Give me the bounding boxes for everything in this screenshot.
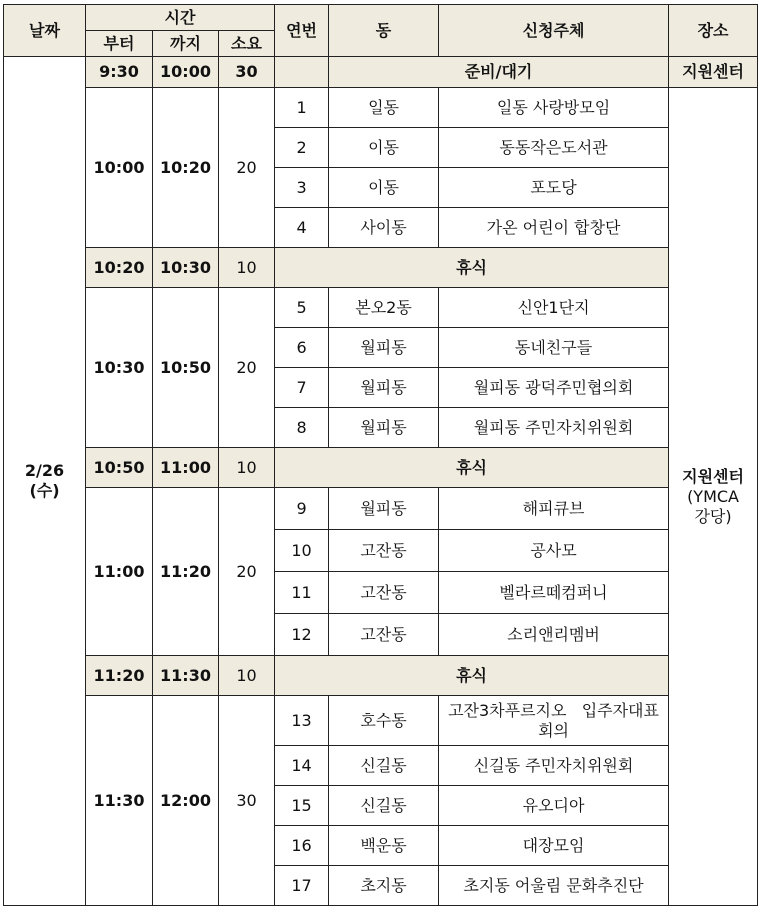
row-dong: 사이동 [329, 208, 439, 248]
prep-seq [275, 57, 329, 88]
row-dong: 월피동 [329, 408, 439, 448]
row-dong: 초지동 [329, 866, 439, 906]
row-applicant: 동네친구들 [439, 328, 669, 368]
row-dong: 이동 [329, 168, 439, 208]
row-dong: 신길동 [329, 746, 439, 786]
row-applicant: 신길동 주민자치위원회 [439, 746, 669, 786]
group-to: 12:00 [153, 696, 219, 906]
group-to: 11:20 [153, 488, 219, 656]
header-from: 부터 [86, 31, 153, 57]
row-applicant: 가온 어린이 합창단 [439, 208, 669, 248]
break-label: 휴식 [275, 656, 669, 696]
header-applicant: 신청주체 [439, 5, 669, 57]
place-cell [669, 88, 758, 906]
header-duration: 소요 [219, 31, 275, 57]
row-applicant: 월피동 광덕주민협의회 [439, 368, 669, 408]
row-seq: 12 [275, 614, 329, 656]
break-label: 휴식 [275, 248, 669, 288]
row-seq: 16 [275, 826, 329, 866]
row-seq: 17 [275, 866, 329, 906]
break-to: 11:00 [153, 448, 219, 488]
place-sub2: 강당) [694, 506, 732, 526]
row-dong: 고잔동 [329, 614, 439, 656]
row-dong: 고잔동 [329, 572, 439, 614]
row-applicant: 유오디아 [439, 786, 669, 826]
row-seq: 4 [275, 208, 329, 248]
prep-to: 10:00 [153, 57, 219, 88]
break-to: 11:30 [153, 656, 219, 696]
row-seq: 15 [275, 786, 329, 826]
row-seq: 14 [275, 746, 329, 786]
row-seq: 8 [275, 408, 329, 448]
row-seq: 10 [275, 530, 329, 572]
row-applicant: 해피큐브 [439, 488, 669, 530]
header-date: 날짜 [4, 5, 86, 57]
prep-from: 9:30 [86, 57, 153, 88]
row-applicant: 포도당 [439, 168, 669, 208]
group-duration: 20 [219, 88, 275, 248]
row-dong: 월피동 [329, 368, 439, 408]
date-weekday: (수) [29, 481, 60, 500]
group-duration: 30 [219, 696, 275, 906]
header-seq: 연번 [275, 5, 329, 57]
row-applicant: 대장모임 [439, 826, 669, 866]
row-applicant: 초지동 어울림 문화추진단 [439, 866, 669, 906]
row-dong: 신길동 [329, 786, 439, 826]
row-applicant: 공사모 [439, 530, 669, 572]
row-seq: 1 [275, 88, 329, 128]
row-seq: 3 [275, 168, 329, 208]
row-dong: 백운동 [329, 826, 439, 866]
prep-place: 지원센터 [669, 57, 758, 88]
row-dong: 월피동 [329, 488, 439, 530]
row-seq: 2 [275, 128, 329, 168]
break-duration: 10 [219, 656, 275, 696]
place-main: 지원센터 [682, 466, 744, 486]
row-dong: 월피동 [329, 328, 439, 368]
row-seq: 6 [275, 328, 329, 368]
header-to: 까지 [153, 31, 219, 57]
group-from: 11:00 [86, 488, 153, 656]
break-to: 10:30 [153, 248, 219, 288]
date-cell [4, 57, 86, 906]
group-to: 10:20 [153, 88, 219, 248]
group-from: 10:30 [86, 288, 153, 448]
row-dong: 호수동 [329, 696, 439, 746]
break-duration: 10 [219, 248, 275, 288]
row-applicant: 일동 사랑방모임 [439, 88, 669, 128]
schedule-table [3, 4, 758, 906]
group-from: 10:00 [86, 88, 153, 248]
row-seq: 7 [275, 368, 329, 408]
group-duration: 20 [219, 288, 275, 448]
row-applicant: 동동작은도서관 [439, 128, 669, 168]
row-seq: 11 [275, 572, 329, 614]
row-applicant: 벨라르떼컴퍼니 [439, 572, 669, 614]
header-time: 시간 [86, 5, 275, 31]
prep-label: 준비/대기 [329, 57, 669, 88]
header-place: 장소 [669, 5, 758, 57]
row-dong: 본오2동 [329, 288, 439, 328]
break-from: 10:20 [86, 248, 153, 288]
group-from: 11:30 [86, 696, 153, 906]
prep-duration: 30 [219, 57, 275, 88]
row-dong: 고잔동 [329, 530, 439, 572]
break-from: 10:50 [86, 448, 153, 488]
break-label: 휴식 [275, 448, 669, 488]
row-applicant: 소리앤리멤버 [439, 614, 669, 656]
row-dong: 이동 [329, 128, 439, 168]
break-duration: 10 [219, 448, 275, 488]
group-to: 10:50 [153, 288, 219, 448]
row-applicant: 월피동 주민자치위원회 [439, 408, 669, 448]
row-seq: 5 [275, 288, 329, 328]
row-applicant: 신안1단지 [439, 288, 669, 328]
row-applicant: 고잔3차푸르지오 입주자대표회의 [439, 696, 669, 746]
header-dong: 동 [329, 5, 439, 57]
place-sub1: (YMCA [687, 486, 739, 506]
row-dong: 일동 [329, 88, 439, 128]
row-seq: 9 [275, 488, 329, 530]
break-from: 11:20 [86, 656, 153, 696]
row-seq: 13 [275, 696, 329, 746]
group-duration: 20 [219, 488, 275, 656]
date-day: 2/26 [24, 461, 65, 480]
